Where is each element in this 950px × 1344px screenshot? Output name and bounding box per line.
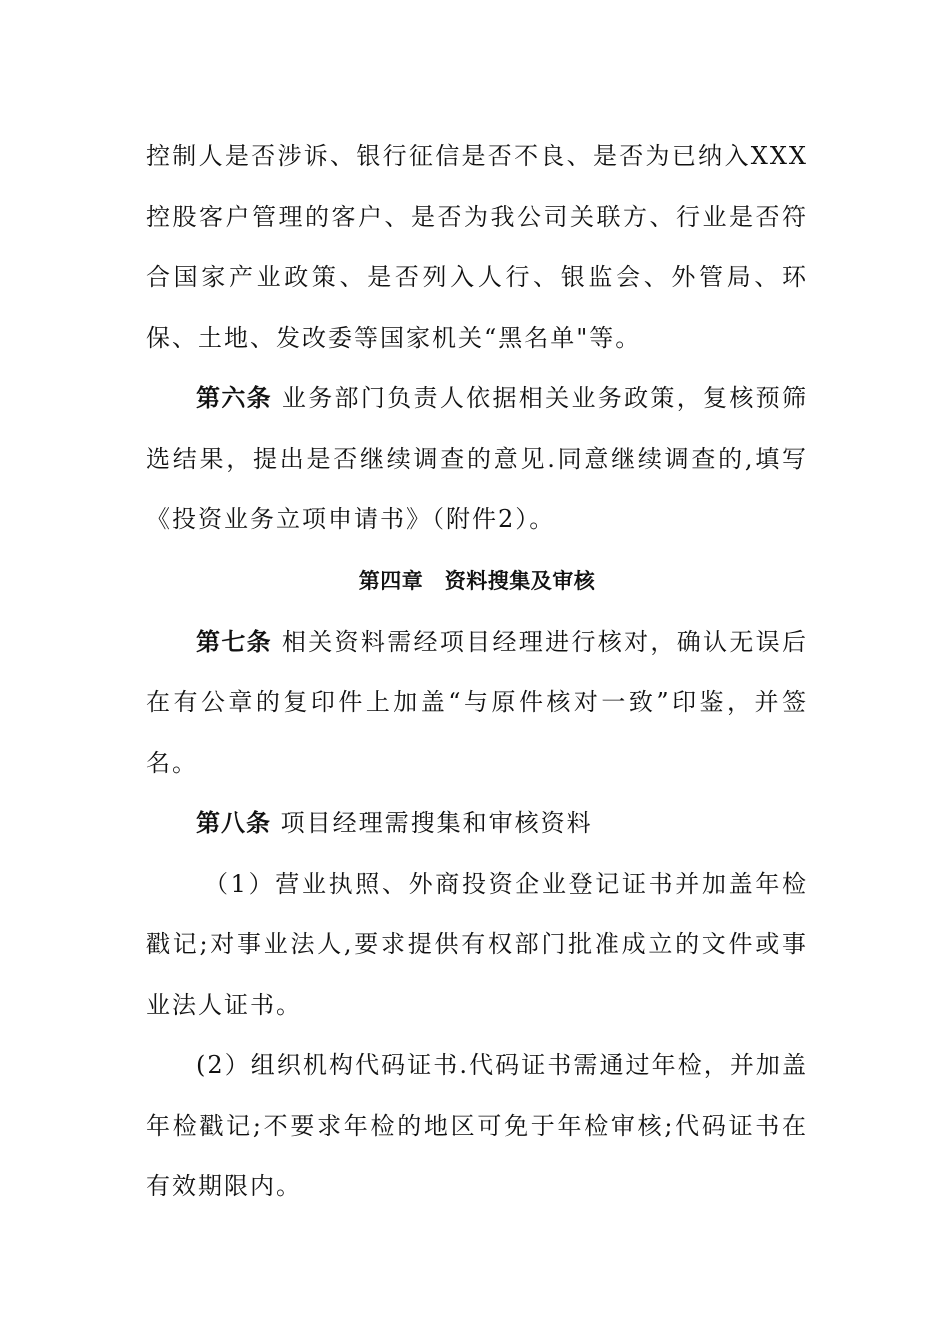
article-7-label: 第七条 (196, 627, 272, 656)
article-8-text: 项目经理需搜集和审核资料 (280, 809, 593, 837)
paragraph-continuation: 控制人是否涉诉、银行征信是否不良、是否为已纳入XXX控股客户管理的客户、是否为我公司关联方、行业是否符合国家产业政策、是否列入人行、银监会、外管局、环保、土地、发改委等国家机关“黑名单"等。 (146, 142, 808, 352)
article-6-text: 业务部门负责人依据相关业务政策，复核预筛选结果，提出是否继续调查的意见.同意继续调查的,填写《投资业务立项申请书》（附件2）。 (146, 384, 808, 533)
list-item-2: (2）组织机构代码证书.代码证书需通过年检，并加盖年检戳记;不要求年检的地区可免于年检审核;代码证书在有效期限内。 (146, 1051, 808, 1200)
article-8 (146, 793, 808, 854)
list-item-1: （1）营业执照、外商投资企业登记证书并加盖年检戳记;对事业法人,要求提供有权部门批准成立的文件或事业法人证书。 (146, 869, 808, 1019)
document-page (146, 126, 808, 1217)
article-6-label: 第六条 (196, 384, 272, 412)
article-7 (146, 612, 808, 794)
article-7-text: 相关资料需经项目经理进行核对，确认无误后在有公章的复印件上加盖“与原件核对一致”印鉴，并签名。 (146, 627, 808, 777)
article-6 (146, 368, 808, 550)
chapter-4-heading: 第四章 资料搜集及审核 (358, 568, 596, 593)
article-8-label: 第八条 (196, 809, 271, 837)
